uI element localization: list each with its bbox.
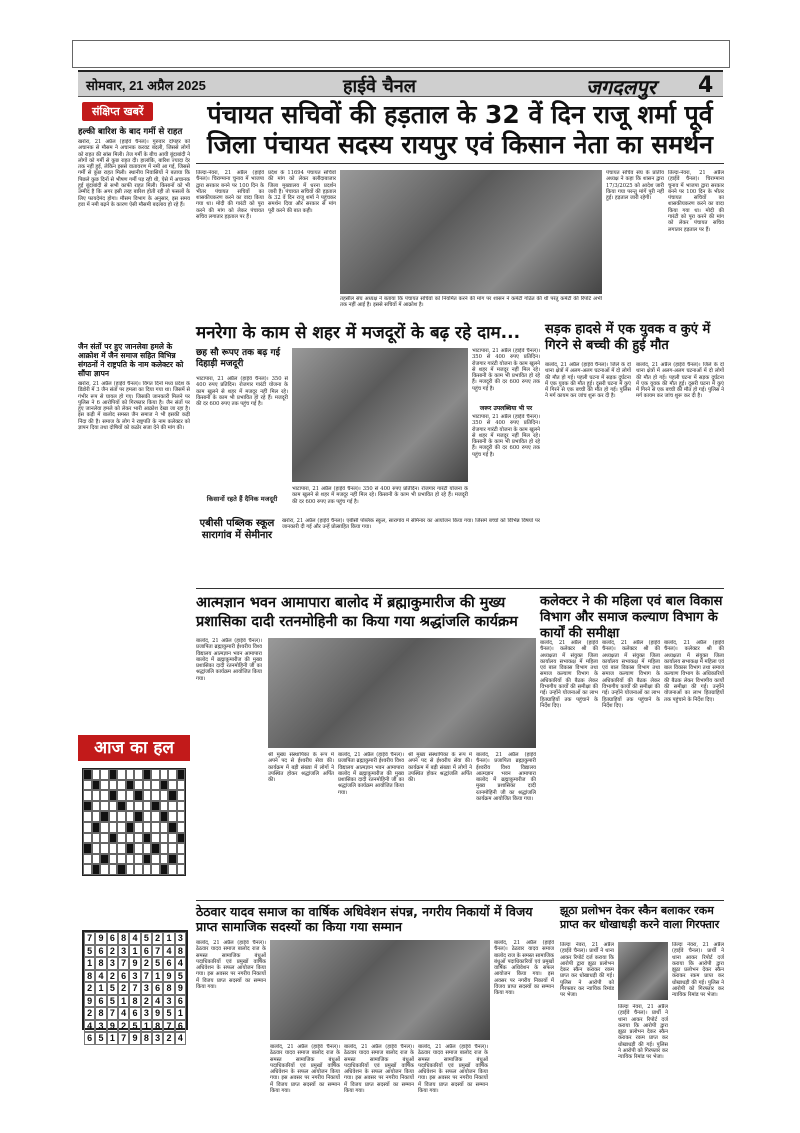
- accident-body-1: बालोद, 21 अप्रैल (हाईवे चैनल)। जिले के दो थाना क्षेत्रों में अलग-अलग घटनाओं में दो लोगों की मौत हो गई। पहली घटना में सड़क दुर्घटना में एक युवक की मौत हुई। दूसरी घटना में कुएं में गिरने से एक बच्ची की मौत हो गई। पुलिस ने मर्ग कायम कर जांच शुरू कर दी है।: [545, 362, 631, 400]
- lead-col-3: तहसील संघ अध्यक्ष ने बताया कि पंचायत सचिवों को नियमित करने की मांग पर शासन ने कमेटी गठित की थी परंतु कमेटी की रिपोर्ट अभी तक नहीं आई है। इससे सचिवों में आक्रोश है।: [340, 296, 602, 309]
- masthead: [78, 70, 723, 97]
- accident-headline: सड़क हादसे में एक युवक व कुएं में गिरने से बच्ची की हुई मौत: [545, 322, 711, 353]
- divider: [196, 900, 724, 901]
- sudoku-cell: 6: [141, 945, 152, 958]
- sudoku-cell: 2: [152, 932, 163, 945]
- sudoku-cell: 2: [84, 1007, 95, 1020]
- sudoku-cell: 5: [95, 1032, 106, 1045]
- yadav-body-1: बालोद, 21 अप्रैल (हाईवे चैनल)। ठेठवार यादव समाज बालोद राज के समस्त सामाजिक बंधुओं पदाधिकारियों एवं प्रमुखों वार्षिक अधिवेशन के सफल आयोजन किया गया। इस अवसर पर नगरीय निकायों में विजय प्राप्त सदस्यों का सम्मान किया गया।: [196, 940, 266, 991]
- sudoku-cell: 7: [141, 970, 152, 983]
- sudoku-cell: 1: [118, 995, 129, 1008]
- sudoku-cell: 5: [175, 970, 186, 983]
- accident-body-2: बालोद, 21 अप्रैल (हाईवे चैनल)। जिले के दो थाना क्षेत्रों में अलग-अलग घटनाओं में दो लोगों की मौत हो गई। पहली घटना में सड़क दुर्घटना में एक युवक की मौत हुई। दूसरी घटना में कुएं में गिरने से एक बच्ची की मौत हो गई। पुलिस ने मर्ग कायम कर जांच शुरू कर दी है।: [636, 362, 724, 400]
- sudoku-cell: 7: [107, 1007, 118, 1020]
- sudoku-cell: 9: [84, 995, 95, 1008]
- sudoku-cell: 7: [152, 945, 163, 958]
- lead-photo: [340, 170, 602, 294]
- sudoku-cell: 7: [118, 957, 129, 970]
- sudoku-cell: 4: [84, 1020, 95, 1033]
- sudoku-cell: 2: [141, 957, 152, 970]
- page-number: 4: [698, 73, 714, 98]
- sudoku-cell: 2: [118, 1020, 129, 1033]
- sudoku-cell: 2: [163, 1032, 174, 1045]
- sudoku-cell: 1: [107, 1032, 118, 1045]
- mgnrega-col4: भाटापारा, 21 अप्रैल (हाईवे चैनल)। 350 से 400 रुपए प्रतिदिन। रोजगार गारंटी योजना के काम खुलने से शहर में मजदूर नहीं मिल रहे। किसानी के काम भी प्रभावित हो रहे हैं। मजदूरी की दर 600 रुपए तक पहुंच गई है।: [472, 414, 540, 458]
- sudoku-cell: 8: [129, 995, 140, 1008]
- sudoku-cell: 9: [163, 970, 174, 983]
- sudoku-solution: [82, 930, 188, 1043]
- mgnrega-col3: भाटापारा, 21 अप्रैल (हाईवे चैनल)। 350 से 400 रुपए प्रतिदिन। रोजगार गारंटी योजना के काम खुलने से शहर में मजदूर नहीं मिल रहे। किसानी के काम भी प्रभावित हो रहे हैं। मजदूरी की दर 600 रुपए तक पहुंच गई है।: [472, 348, 540, 392]
- sudoku-cell: 9: [129, 957, 140, 970]
- collector-body-2: बालोद, 21 अप्रैल (हाईवे चैनल)। कलेक्टर श्री की अध्यक्षता में संयुक्त जिला कार्यालय सभाकक्ष में महिला एवं बाल विकास विभाग तथा समाज कल्याण विभाग के अधिकारियों की बैठक लेकर विभागीय कार्यों की समीक्षा की गई। उन्होंने योजनाओं का लाभ हितग्राहियों तक पहुंचाने के निर्देश दिए।: [602, 640, 660, 709]
- sudoku-cell: 1: [175, 1007, 186, 1020]
- yadav-body-4: बालोद, 21 अप्रैल (हाईवे चैनल)। ठेठवार यादव समाज बालोद राज के समस्त सामाजिक बंधुओं पदाधिकारियों एवं प्रमुखों वार्षिक अधिवेशन के सफल आयोजन किया गया। इस अवसर पर नगरीय निकायों में विजय प्राप्त सदस्यों का सम्मान किया गया।: [418, 1044, 488, 1095]
- sudoku-cell: 2: [141, 995, 152, 1008]
- sudoku-cell: 8: [95, 1007, 106, 1020]
- paper-name: हाईवे चैनल: [343, 76, 416, 97]
- sudoku-cell: 4: [163, 945, 174, 958]
- lead-col-4: पंचायत सचिव संघ के प्रांतीय अध्यक्ष ने कहा कि शासन द्वारा 17/3/2025 को आदेश जारी किया गया परन्तु मांगें पूरी नहीं हुई। हड़ताल जारी रहेगी।: [606, 170, 664, 202]
- collector-body-1: बालोद, 21 अप्रैल (हाईवे चैनल)। कलेक्टर श्री की अध्यक्षता में संयुक्त जिला कार्यालय सभाकक्ष में महिला एवं बाल विकास विभाग तथा समाज कल्याण विभाग के अधिकारियों की बैठक लेकर विभागीय कार्यों की समीक्षा की गई। उन्होंने योजनाओं का लाभ हितग्राहियों तक पहुंचाने के निर्देश दिए।: [540, 640, 598, 709]
- sudoku-cell: 7: [129, 982, 140, 995]
- lead-headline: पंचायत सचिवों की हड़ताल के 32 वें दिन राजू शर्मा पूर्व जिला पंचायत सदस्य रायपुर एवं किसान नेता का समर्थन: [206, 100, 714, 159]
- sudoku-cell: 6: [107, 932, 118, 945]
- yadav-photo: [270, 940, 490, 1040]
- sidebar-headline-1: हल्की बारिश के बाद गर्मी से राहत: [78, 127, 183, 137]
- sudoku-cell: 4: [118, 1007, 129, 1020]
- yadav-headline: ठेठवार यादव समाज का वार्षिक अधिवेशन संपन्न, नगरीय निकायों में विजय प्राप्त सामाजिक सदस्यों का किया गया सम्मान: [196, 904, 533, 934]
- sudoku-cell: 8: [118, 932, 129, 945]
- brahma-headline: आत्मज्ञान भवन आमापारा बालोद में ब्रह्माकुमारीज की मुख्य प्रशासिका दादी रतनमोहिनी का किया गया श्रद्धांजलि कार्यक्रम: [196, 595, 518, 630]
- sudoku-cell: 3: [118, 945, 129, 958]
- fraud-body-3: तिल्दा नेवरा, 21 अप्रैल (हाईवे चैनल)। प्रार्थी ने थाना आकर रिपोर्ट दर्ज कराया कि आरोपी द्वारा झूठा प्रलोभन देकर स्कैन कराकर रकम प्राप्त कर धोखाधड़ी की गई। पुलिस ने आरोपी को गिरफ्तार कर न्यायिक रिमांड पर भेजा।: [672, 942, 724, 999]
- fraud-body-1: तिल्दा नेवरा, 21 अप्रैल (हाईवे चैनल)। प्रार्थी ने थाना आकर रिपोर्ट दर्ज कराया कि आरोपी द्वारा झूठा प्रलोभन देकर स्कैन कराकर रकम प्राप्त कर धोखाधड़ी की गई। पुलिस ने आरोपी को गिरफ्तार कर न्यायिक रिमांड पर भेजा।: [560, 942, 614, 999]
- sudoku-cell: 6: [129, 1007, 140, 1020]
- sidebar-headline-2: जैन संतों पर हुए जानलेवा हमले के आक्रोश में जैन समाज सहित विभिन्न संगठनों ने राष्ट्रपति के नाम कलेक्टर को सौंपा ज्ञापन: [78, 342, 184, 378]
- yadav-body-2: बालोद, 21 अप्रैल (हाईवे चैनल)। ठेठवार यादव समाज बालोद राज के समस्त सामाजिक बंधुओं पदाधिकारियों एवं प्रमुखों वार्षिक अधिवेशन के सफल आयोजन किया गया। इस अवसर पर नगरीय निकायों में विजय प्राप्त सदस्यों का सम्मान किया गया।: [270, 1044, 340, 1095]
- sudoku-cell: 7: [84, 932, 95, 945]
- brahma-body-2: श्री मुख्य संस्थापिका के रूप में अपने पद से ईश्वरीय सेवा की। कार्यक्रम में बड़ी संख्या में लोगों ने उपस्थित होकर श्रद्धांजलि अर्पित की।: [268, 752, 334, 784]
- sudoku-cell: 4: [129, 932, 140, 945]
- yadav-body-3: बालोद, 21 अप्रैल (हाईवे चैनल)। ठेठवार यादव समाज बालोद राज के समस्त सामाजिक बंधुओं पदाधिकारियों एवं प्रमुखों वार्षिक अधिवेशन के सफल आयोजन किया गया। इस अवसर पर नगरीय निकायों में विजय प्राप्त सदस्यों का सम्मान किया गया।: [344, 1044, 414, 1095]
- sudoku-cell: 1: [129, 945, 140, 958]
- sudoku-cell: 2: [118, 982, 129, 995]
- lead-col-5: तिल्दा-नेवरा, 21 अप्रैल (हाईवे चैनल)। चिराग्माना चुनाव में भाजपा द्वारा सरकार बनने पर 100 दिन के भीतर पंचायत सचिवों का शासकीयकरण करने का वादा किया गया था। मोदी की गारंटी को पूरा करने की मांग को लेकर पंचायत सचिव लगातार हड़ताल पर हैं।: [668, 170, 724, 233]
- lead-col-2: प्रदेश के 11694 पंचायत सचिवों की मांग को लेकर बलौदाबाजार जिला मुख्यालय में धरना प्रदर्शन जारी है। पंचायत सचिवों की हड़ताल के 32 वें दिन राजू शर्मा ने पहुंचकर समर्थन दिया और सरकार से मांग पूरी करने की बात कही।: [268, 170, 336, 214]
- sudoku-cell: 6: [152, 982, 163, 995]
- sudoku-cell: 3: [107, 957, 118, 970]
- mgnrega-photo: [292, 348, 468, 482]
- sudoku-cell: 6: [95, 945, 106, 958]
- sudoku-cell: 8: [84, 970, 95, 983]
- sudoku-cell: 7: [163, 1020, 174, 1033]
- sudoku-cell: 4: [95, 970, 106, 983]
- sudoku-cell: 9: [129, 1032, 140, 1045]
- sudoku-cell: 1: [152, 970, 163, 983]
- sidebar-label: संक्षिप्त खबरें: [82, 102, 153, 121]
- sudoku-cell: 8: [175, 945, 186, 958]
- lead-col-1: तिल्दा-नेवरा, 21 अप्रैल (हाईवे चैनल)। चिराग्माना चुनाव में भाजपा द्वारा सरकार बनने पर 100 दिन के भीतर पंचायत सचिवों का शासकीयकरण करने का वादा किया गया था। मोदी की गारंटी को पूरा करने की मांग को लेकर पंचायत सचिव लगातार हड़ताल पर हैं।: [196, 170, 264, 221]
- sudoku-cell: 6: [163, 957, 174, 970]
- top-banner-box: [72, 40, 730, 68]
- sudoku-cell: 3: [141, 1007, 152, 1020]
- mgnrega-col2: भाटापारा, 21 अप्रैल (हाईवे चैनल)। 350 से 400 रुपए प्रतिदिन। रोजगार गारंटी योजना के काम खुलने से शहर में मजदूर नहीं मिल रहे। किसानी के काम भी प्रभावित हो रहे हैं। मजदूरी की दर 600 रुपए तक पहुंच गई है।: [292, 486, 468, 505]
- sudoku-cell: 6: [175, 1020, 186, 1033]
- sudoku-cell: 5: [84, 945, 95, 958]
- sudoku-cell: 6: [175, 995, 186, 1008]
- sudoku-cell: 9: [175, 982, 186, 995]
- divider: [196, 588, 724, 589]
- sudoku-cell: 5: [163, 1007, 174, 1020]
- sudoku-cell: 2: [107, 970, 118, 983]
- sudoku-cell: 4: [175, 1032, 186, 1045]
- sudoku-cell: 8: [141, 1032, 152, 1045]
- sudoku-cell: 4: [152, 995, 163, 1008]
- sudoku-cell: 6: [95, 995, 106, 1008]
- sudoku-cell: 3: [152, 1032, 163, 1045]
- mgnrega-headline: मनरेगा के काम से शहर में मजदूरों के बढ़ रहे दाम...: [196, 323, 521, 343]
- brahma-body-5: बालोद, 21 अप्रैल (हाईवे चैनल)। प्रजापिता ब्रह्माकुमारी ईश्वरीय विश्व विद्यालय आत्मज्ञान भवन आमापारा बालोद में ब्रह्माकुमारीज की मुख्य प्रशासिका दादी रतनमोहिनी जी का श्रद्धांजलि कार्यक्रम आयोजित किया गया।: [476, 752, 536, 803]
- mgnrega-body: भाटापारा, 21 अप्रैल (हाईवे चैनल)। 350 से 400 रुपए प्रतिदिन। रोजगार गारंटी योजना के काम खुलने से शहर में मजदूर नहीं मिल रहे। किसानी के काम भी प्रभावित हो रहे हैं। मजदूरी की दर 600 रुपए तक पहुंच गई है।: [196, 376, 288, 408]
- sidebar: [78, 100, 190, 720]
- mgnrega-box-label: जरूर उपलब्धिया भी पर: [479, 405, 533, 412]
- sidebar-body-1: खरोरा, 21 अप्रैल (हाईवे चैनल)। गुरुवार दोपहर को अचानक से मौसम ने अचानक करवट बदली, जिससे लोगों को राहत की सांस मिली। तेज गर्मी के बीच आयी बूंदाबांदी ने लोगों को गर्मी से कुछ राहत दी। हालांकि, बारिश ज्यादा देर तक नहीं हुई, लेकिन इससे वातावरण में नमी आ गई, जिससे गर्मी से कुछ राहत मिली। स्थानीय निवासियों ने बताया कि पिछले कुछ दिनों से भीषण गर्मी पड़ रही थी, ऐसे में अचानक हुई बूंदाबांदी से सभी काफी राहत मिली। किसानों को भी उम्मीद है कि अगर इसी तरह बारिश होती रही तो फसलों के लिए फायदेमंद होगा। मौसम विभाग के अनुसार, इस समय हवा में नमी बढ़ने के कारण ऐसी मौसमी बदलाव हो रहे हैं।: [78, 139, 190, 208]
- issue-date: सोमवार, 21 अप्रैल 2025: [86, 78, 206, 93]
- sudoku-cell: 3: [129, 970, 140, 983]
- sudoku-cell: 3: [163, 995, 174, 1008]
- collector-headline: कलेक्टर ने की महिला एवं बाल विकास विभाग और समाज कल्याण विभाग के कार्यों की समीक्षा: [540, 594, 723, 641]
- fraud-body-2: तिल्दा नेवरा, 21 अप्रैल (हाईवे चैनल)। प्रार्थी ने थाना आकर रिपोर्ट दर्ज कराया कि आरोपी द्वारा झूठा प्रलोभन देकर स्कैन कराकर रकम प्राप्त कर धोखाधड़ी की गई। पुलिस ने आरोपी को गिरफ्तार कर न्यायिक रिमांड पर भेजा।: [618, 1004, 668, 1061]
- sudoku-title: आज का हल: [78, 735, 190, 761]
- sudoku-cell: 1: [95, 982, 106, 995]
- fraud-photo: [618, 942, 668, 1000]
- collector-body-3: बालोद, 21 अप्रैल (हाईवे चैनल)। कलेक्टर श्री की अध्यक्षता में संयुक्त जिला कार्यालय सभाकक्ष में महिला एवं बाल विकास विभाग तथा समाज कल्याण विभाग के अधिकारियों की बैठक लेकर विभागीय कार्यों की समीक्षा की गई। उन्होंने योजनाओं का लाभ हितग्राहियों तक पहुंचाने के निर्देश दिए।: [664, 640, 724, 703]
- fraud-headline: झूठा प्रलोभन देकर स्कैन बलाकर रकम प्राप्त कर धोखाधड़ी करने वाला गिरफ्तार: [560, 904, 720, 931]
- sudoku-cell: 1: [163, 932, 174, 945]
- brahma-body: बालोद, 21 अप्रैल (हाईवे चैनल)। प्रजापिता ब्रह्माकुमारी ईश्वरीय विश्व विद्यालय आत्मज्ञान भवन आमापारा बालोद में ब्रह्माकुमारीज की मुख्य प्रशासिका दादी रतनमोहिनी जी का श्रद्धांजलि कार्यक्रम आयोजित किया गया।: [196, 638, 262, 682]
- sudoku-cell: 5: [107, 982, 118, 995]
- sudoku-cell: 4: [175, 957, 186, 970]
- sudoku-cell: 7: [118, 1032, 129, 1045]
- sudoku-cell: 8: [152, 1020, 163, 1033]
- sudoku-cell: 3: [141, 982, 152, 995]
- sudoku-cell: 5: [107, 995, 118, 1008]
- sudoku-cell: 1: [141, 1020, 152, 1033]
- crossword-grid: [82, 768, 186, 876]
- sudoku-cell: 8: [163, 982, 174, 995]
- section-name: जगदलपुर: [586, 75, 656, 99]
- sudoku-cell: 9: [107, 1020, 118, 1033]
- sudoku-cell: 5: [141, 932, 152, 945]
- sidebar-body-2: खरोरा, 21 अप्रैल (हाईवे चैनल)। विगत दिनों मध्य प्रदेश के डिंडोरी में 3 जैन संतों पर हमला का दिया गया था। जिसमें से गंभीर रूप से घायल हो गए। जिसकी जानकारी मिलने पर पुलिस ने 6 आरोपियों को गिरफ्तार किया है। जैन संतों पर हुए जानलेवा हमले को लेकर भारी आक्रोश देखा जा रहा है। इस कड़ी में बालोद समस्त जैन समाज ने भी इसकी कड़ी निंदा की है। समाज के लोग ने राष्ट्रपति के नाम कलेक्टर को ज्ञापन दिया तथा दोषियों को कठोर सजा देने की मांग की।: [78, 381, 190, 432]
- sudoku-cell: 3: [95, 1020, 106, 1033]
- sudoku-cell: 2: [107, 945, 118, 958]
- yadav-body-5: बालोद, 21 अप्रैल (हाईवे चैनल)। ठेठवार यादव समाज बालोद राज के समस्त सामाजिक बंधुओं पदाधिकारियों एवं प्रमुखों वार्षिक अधिवेशन के सफल आयोजन किया गया। इस अवसर पर नगरीय निकायों में विजय प्राप्त सदस्यों का सम्मान किया गया।: [494, 940, 554, 997]
- sudoku-cell: 5: [152, 957, 163, 970]
- sudoku-cell: 8: [95, 957, 106, 970]
- brahma-body-3: बालोद, 21 अप्रैल (हाईवे चैनल)। प्रजापिता ब्रह्माकुमारी ईश्वरीय विश्व विद्यालय आत्मज्ञान भवन आमापारा बालोद में ब्रह्माकुमारीज की मुख्य प्रशासिका दादी रतनमोहिनी जी का श्रद्धांजलि कार्यक्रम आयोजित किया गया।: [338, 752, 404, 796]
- mgnrega-caption: किसानों रहते हैं दैनिक मजदूरी: [206, 495, 278, 503]
- sudoku-cell: 6: [84, 1032, 95, 1045]
- sudoku-cell: 9: [152, 1007, 163, 1020]
- sudoku-cell: 9: [95, 932, 106, 945]
- sudoku-cell: 5: [129, 1020, 140, 1033]
- mgnrega-subhead: छह सौ रूपए तक बढ़ गई दिहाड़ी मजदूरी: [196, 348, 280, 369]
- ebs-title: एबीसी पब्लिक स्कूल सारागांव में सेमीनार: [199, 518, 275, 541]
- sudoku-cell: 3: [175, 932, 186, 945]
- brahma-photo: [268, 638, 536, 748]
- sudoku-cell: 2: [84, 982, 95, 995]
- sudoku-cell: 6: [118, 970, 129, 983]
- divider: [196, 163, 724, 164]
- sudoku-cell: 1: [84, 957, 95, 970]
- ebs-body: खरोरा, 21 अप्रैल (हाईवे चैनल)। एबीसी पब्लिक स्कूल, सारागांव में सेमिनार का आयोजन किया गया। जिसमें बच्चों को विभिन्न विषयों पर जानकारी दी गई और उन्हें प्रोत्साहित किया गया।: [282, 518, 540, 531]
- brahma-body-4: श्री मुख्य संस्थापिका के रूप में अपने पद से ईश्वरीय सेवा की। कार्यक्रम में बड़ी संख्या में लोगों ने उपस्थित होकर श्रद्धांजलि अर्पित की।: [408, 752, 472, 784]
